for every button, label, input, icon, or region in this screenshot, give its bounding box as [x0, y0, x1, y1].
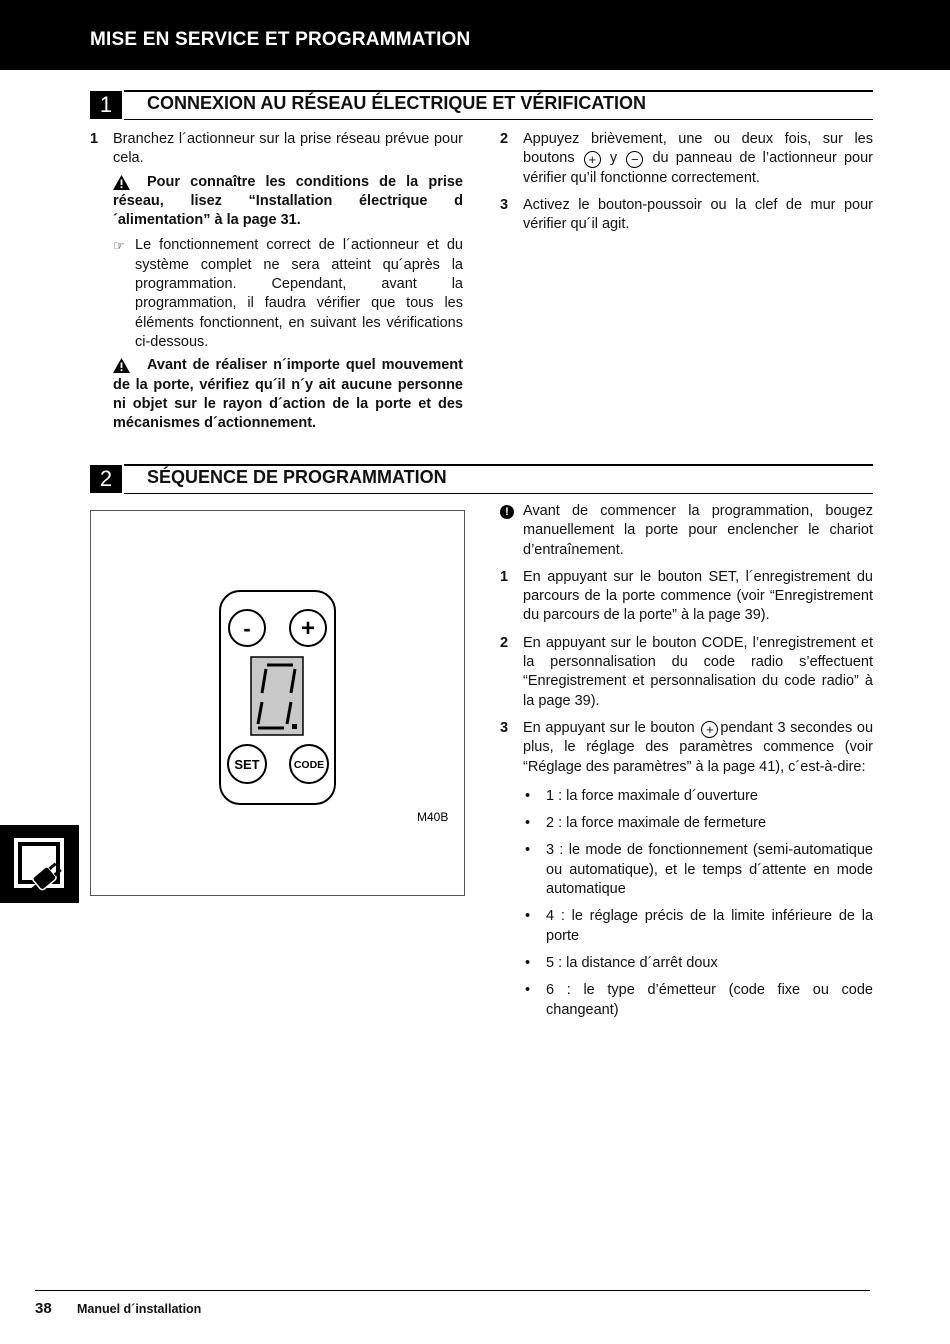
section-number: 2	[90, 465, 122, 493]
decimal-point	[292, 724, 297, 729]
param-code: 2	[546, 815, 555, 832]
param-text: : le réglage précis de la limite inférieure de la porte	[546, 908, 874, 944]
step-text: Activez le bouton-poussoir ou la clef de mur pour vérifier qu´il agit.	[523, 196, 873, 233]
step-number: 3	[500, 719, 509, 736]
power-plug-icon	[0, 825, 79, 903]
warning-icon	[113, 175, 130, 196]
pointing-hand-icon: ☞	[113, 238, 125, 254]
list-item: • 5 : la distance d´arrêt doux	[525, 954, 718, 971]
intro-item	[500, 502, 873, 560]
section-1-right-column	[500, 130, 873, 242]
chapter-side-tab	[0, 825, 79, 903]
step-number: 2	[500, 634, 509, 651]
warning-icon	[113, 358, 130, 379]
note-text: Le fonctionnement correct de l´actionneur et du système complet ne sera atteint qu´après la programmation. Cependant, avant la programmation, il faudra vérifier que tous les éléments fonctionnent, en suivant les vérifications ci-dessous.	[135, 237, 463, 350]
step-number: 2	[500, 131, 509, 147]
page-header-bar	[0, 0, 950, 70]
param-text: : le type d’émetteur (code fixe ou code changeant)	[546, 982, 874, 1018]
section-number: 1	[90, 91, 122, 119]
minus-button-icon: −	[626, 151, 643, 168]
step-text: Appuyez brièvement, une ou deux fois, sur les boutons	[523, 131, 873, 167]
step-text: En appuyant sur le bouton SET, l´enregistrement du parcours de la porte commence (voir “Enregistrement du parcours de la porte” à la page 39).	[523, 568, 873, 624]
list-item: • 3 : le mode de fonctionnement (semi-automatique ou automatique), et le temps d´attente en mode automatique	[525, 842, 873, 898]
step-number: 1	[500, 568, 509, 585]
footer-label: Manuel d´installation	[77, 1302, 202, 1316]
plus-button-icon: +	[701, 721, 718, 738]
step-text: En appuyant sur le bouton	[523, 719, 695, 736]
param-code: 6	[546, 982, 555, 999]
step-item	[500, 719, 873, 1020]
param-text: : la force maximale d´ouverture	[558, 787, 758, 804]
step-item	[500, 130, 873, 188]
parameter-list	[500, 787, 873, 1020]
section-rule-bottom	[124, 493, 873, 494]
step-number: 1	[90, 131, 99, 147]
set-button-label: SET	[234, 757, 260, 772]
control-panel-figure	[90, 510, 465, 896]
section-rule-top	[124, 464, 873, 466]
section-title: CONNEXION AU RÉSEAU ÉLECTRIQUE ET VÉRIFICATION	[147, 93, 647, 113]
param-text: : la distance d´arrêt doux	[558, 954, 718, 971]
footer-rule	[35, 1290, 870, 1291]
step-text: du panneau de l’actionneur pour vérifier qu’il fonctionne correctement.	[523, 150, 873, 186]
section-title: SÉQUENCE DE PROGRAMMATION	[147, 467, 447, 487]
list-item: • 2 : la force maximale de fermeture	[525, 815, 767, 832]
step-item	[500, 196, 873, 235]
section-2-right-column	[500, 502, 873, 1028]
minus-button-label: -	[243, 616, 251, 641]
step-text: En appuyant sur le bouton CODE, l’enregistrement et la personnalisation du code radio s’effectuent “Enregistrement et personnalisation du code radio” à la page 39).	[523, 634, 873, 709]
param-text: : la force maximale de fermeture	[558, 815, 767, 832]
step-item	[500, 568, 873, 626]
plus-button-label: +	[300, 615, 316, 642]
code-button-label: CODE	[293, 759, 325, 771]
step-text: Branchez l´actionneur sur la prise réseau prévue pour cela.	[113, 131, 463, 167]
list-item: • 1 : la force maximale d´ouverture	[525, 787, 758, 804]
section-1-header	[90, 90, 873, 120]
step-item	[90, 130, 463, 433]
page-number: 38	[35, 1300, 52, 1317]
section-1-left-column	[90, 130, 463, 441]
warning-block	[113, 173, 463, 231]
plus-button-icon: +	[584, 151, 601, 168]
section-rule-bottom	[124, 119, 873, 120]
warning-text: Pour connaître les conditions de la prise réseau, lisez “Installation électrique d´alimentation” à la page 31.	[113, 173, 463, 229]
page-header-title: MISE EN SERVICE ET PROGRAMMATION	[90, 29, 471, 50]
list-item: • 6 : le type d’émetteur (code fixe ou code changeant)	[525, 982, 874, 1018]
figure-reference: M40B	[417, 810, 449, 824]
param-code: 1	[546, 787, 555, 804]
warning-block	[113, 356, 463, 433]
list-item: • 4 : le réglage précis de la limite inférieure de la porte	[525, 908, 874, 944]
note-block	[113, 236, 463, 352]
section-2-header	[90, 464, 873, 494]
step-text-conjunction: y	[609, 150, 618, 167]
param-code: 4	[546, 908, 555, 925]
section-rule-top	[124, 90, 873, 92]
param-text: : le mode de fonctionnement (semi-automatique ou automatique), et le temps d´attente en mode automatique	[546, 842, 873, 898]
step-text: pendant 3 secondes ou plus, le réglage des paramètres commence (voir “Réglage des paramètres” à la page 41), c´est-à-dire:	[523, 719, 874, 775]
param-code: 3	[546, 842, 555, 859]
step-item	[500, 634, 873, 711]
warning-text: Avant de réaliser n´importe quel mouvement de la porte, vérifiez qu´il n´y ait aucune personne ni objet sur le rayon d´action de la porte et des mécanismes d´actionnement.	[113, 357, 463, 432]
intro-text: Avant de commencer la programmation, bougez manuellement la porte pour enclencher le chariot d’entraînement.	[523, 503, 873, 558]
param-code: 5	[546, 954, 555, 971]
exclamation-icon: !	[500, 505, 514, 519]
step-number: 3	[500, 196, 509, 213]
